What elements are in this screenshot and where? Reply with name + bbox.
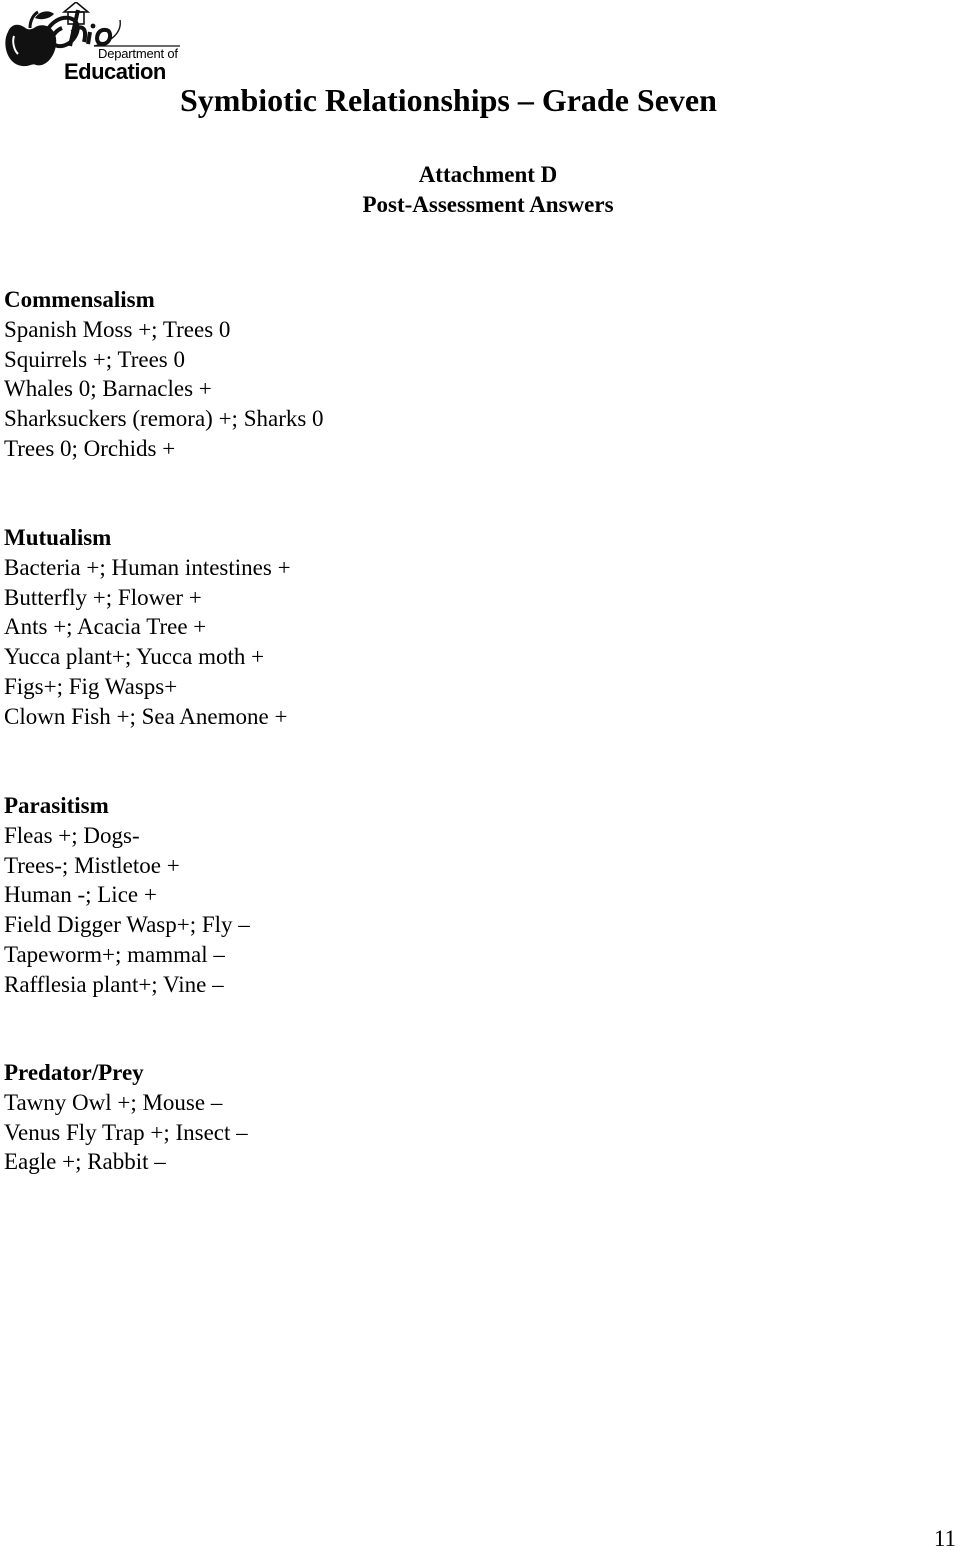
list-item: Trees-; Mistletoe + [4,852,180,878]
list-item: Yucca plant+; Yucca moth + [4,644,265,670]
attachment-subtitle: Post-Assessment Answers [362,192,614,217]
list-item: Tapeworm+; mammal – [4,941,225,967]
list-item: Field Digger Wasp+; Fly – [4,912,250,938]
ohio-department-of-education-logo [2,2,182,84]
page-title: Symbiotic Relationships – Grade Seven [180,82,717,118]
section-mutualism [4,523,291,732]
answer-list [4,553,291,732]
list-item: Human -; Lice + [4,882,157,908]
section-heading: Parasitism [4,793,109,818]
section-heading: Predator/Prey [4,1060,144,1085]
list-item: Fleas +; Dogs- [4,822,140,848]
answer-list [4,315,324,464]
page-number: 11 [933,1526,956,1551]
section-parasitism [4,791,250,1000]
logo-department-text: Department of [98,46,178,61]
list-item: Sharksuckers (remora) +; Sharks 0 [4,406,324,432]
section-heading: Commensalism [4,287,155,312]
list-item: Ants +; Acacia Tree + [4,614,207,640]
list-item: Spanish Moss +; Trees 0 [4,316,231,342]
answer-list [4,1088,248,1177]
section-heading: Mutualism [4,525,112,550]
list-item: Butterfly +; Flower + [4,584,202,610]
list-item: Whales 0; Barnacles + [4,376,212,402]
list-item: Eagle +; Rabbit – [4,1149,166,1175]
list-item: Rafflesia plant+; Vine – [4,971,224,997]
list-item: Venus Fly Trap +; Insect – [4,1119,248,1145]
list-item: Trees 0; Orchids + [4,435,176,461]
section-predator-prey [4,1058,248,1177]
list-item: Tawny Owl +; Mouse – [4,1089,223,1115]
logo-education-text: Education [64,59,166,84]
list-item: Clown Fish +; Sea Anemone + [4,703,288,729]
answer-list [4,821,250,1000]
section-commensalism [4,285,324,464]
list-item: Squirrels +; Trees 0 [4,346,186,372]
list-item: Figs+; Fig Wasps+ [4,673,178,699]
attachment-label: Attachment D [418,162,558,187]
list-item: Bacteria +; Human intestines + [4,554,291,580]
